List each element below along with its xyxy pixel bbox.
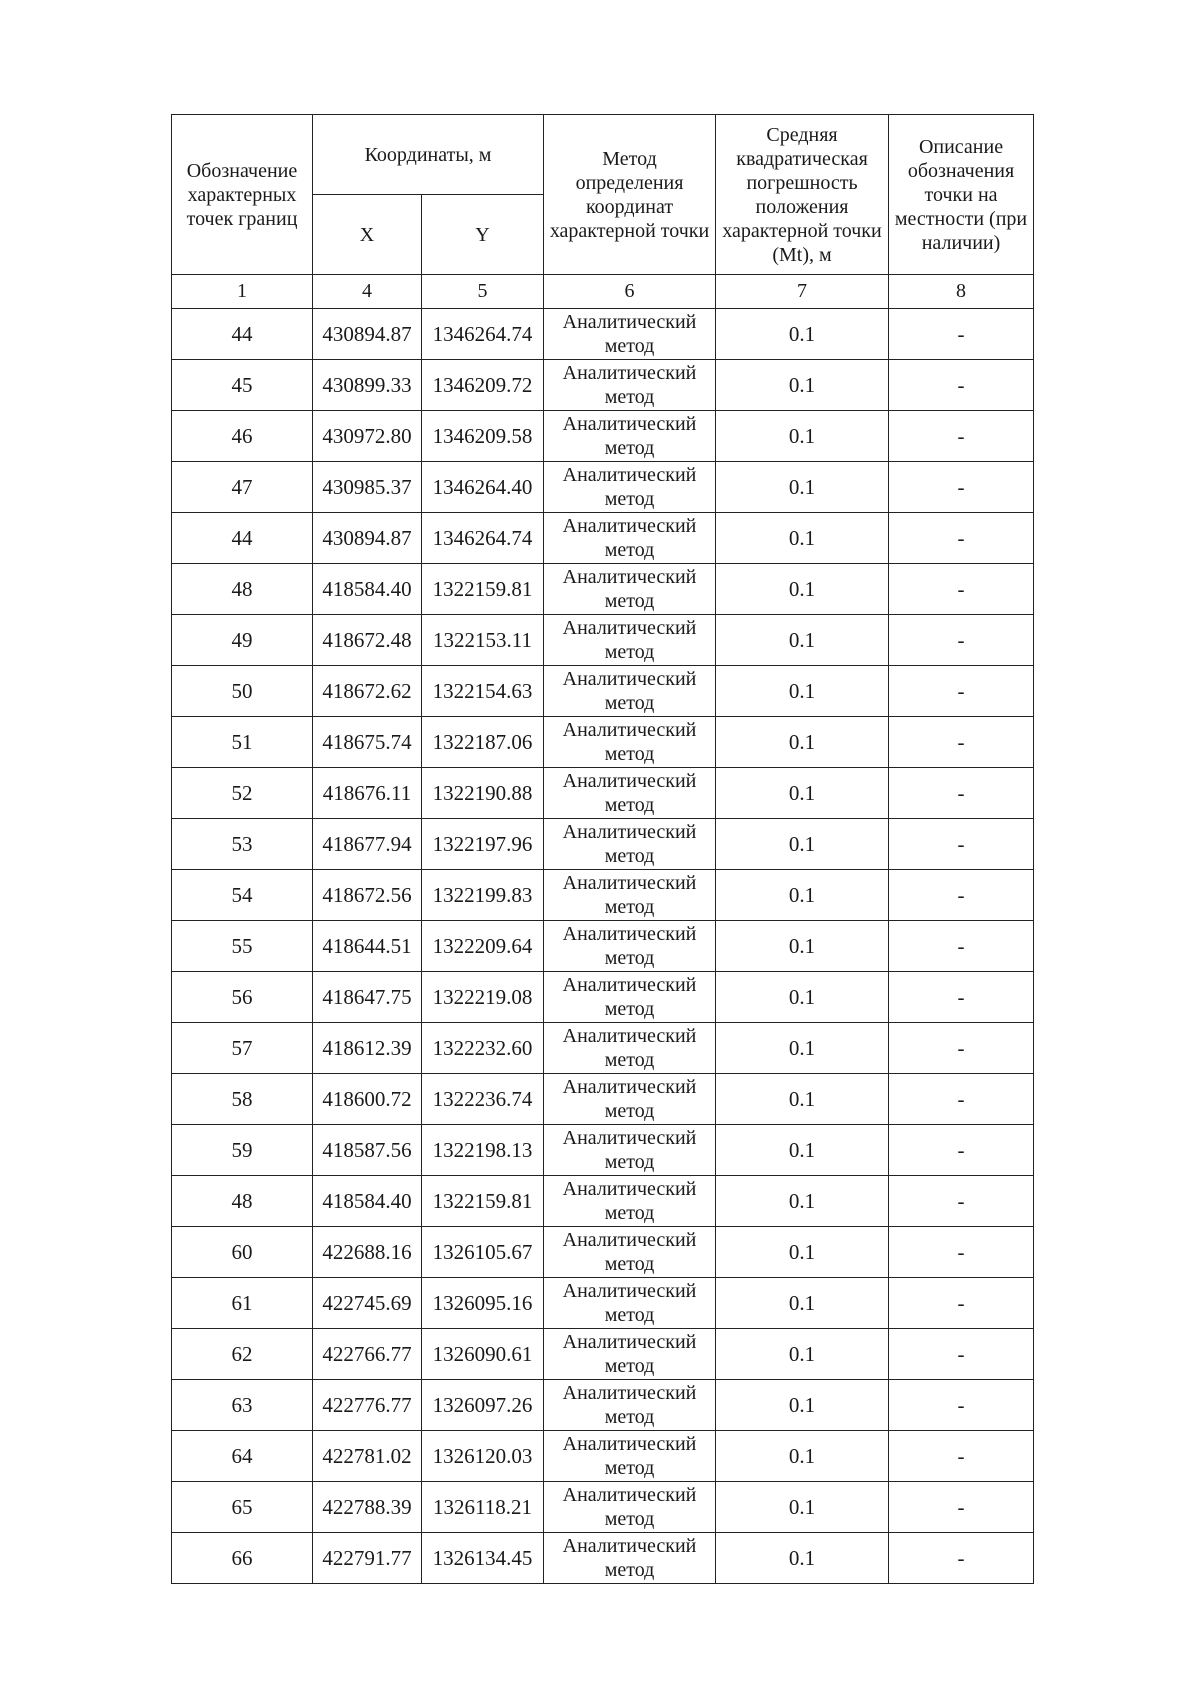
header-accuracy: Средняя квадратическая погрешность положения характерной точки (Мt), м bbox=[716, 115, 889, 275]
table-row bbox=[172, 1125, 1034, 1176]
method-text-line2: метод bbox=[604, 1406, 655, 1428]
method-text-line1: Аналитический bbox=[562, 1076, 697, 1098]
accuracy-cell: 0.1 bbox=[716, 819, 889, 870]
description-cell: - bbox=[889, 666, 1034, 717]
y-cell: 1346264.74 bbox=[422, 309, 544, 360]
point-cell: 57 bbox=[172, 1023, 313, 1074]
method-text-line2: метод bbox=[604, 1457, 655, 1479]
column-number: 6 bbox=[544, 275, 716, 309]
x-cell: 430894.87 bbox=[313, 309, 422, 360]
y-cell: 1322199.83 bbox=[422, 870, 544, 921]
point-cell: 51 bbox=[172, 717, 313, 768]
description-cell: - bbox=[889, 1227, 1034, 1278]
accuracy-cell: 0.1 bbox=[716, 921, 889, 972]
point-cell: 55 bbox=[172, 921, 313, 972]
accuracy-cell: 0.1 bbox=[716, 411, 889, 462]
description-cell: - bbox=[889, 615, 1034, 666]
description-cell: - bbox=[889, 1125, 1034, 1176]
method-text-line2: метод bbox=[604, 692, 655, 714]
x-cell: 418584.40 bbox=[313, 564, 422, 615]
column-numbers-row bbox=[172, 275, 1034, 309]
accuracy-cell: 0.1 bbox=[716, 870, 889, 921]
table-row bbox=[172, 717, 1034, 768]
table-row bbox=[172, 921, 1034, 972]
x-cell: 418672.56 bbox=[313, 870, 422, 921]
x-cell: 422688.16 bbox=[313, 1227, 422, 1278]
x-cell: 430985.37 bbox=[313, 462, 422, 513]
table-row bbox=[172, 768, 1034, 819]
accuracy-cell: 0.1 bbox=[716, 717, 889, 768]
y-cell: 1346209.58 bbox=[422, 411, 544, 462]
description-cell: - bbox=[889, 1278, 1034, 1329]
method-text-line2: метод bbox=[604, 641, 655, 663]
x-cell: 418644.51 bbox=[313, 921, 422, 972]
method-text-line1: Аналитический bbox=[562, 617, 697, 639]
x-cell: 418672.48 bbox=[313, 615, 422, 666]
table-row bbox=[172, 972, 1034, 1023]
x-cell: 418672.62 bbox=[313, 666, 422, 717]
description-cell: - bbox=[889, 1329, 1034, 1380]
accuracy-cell: 0.1 bbox=[716, 1074, 889, 1125]
point-cell: 44 bbox=[172, 513, 313, 564]
method-cell bbox=[544, 1023, 716, 1074]
point-cell: 65 bbox=[172, 1482, 313, 1533]
description-cell: - bbox=[889, 870, 1034, 921]
table-row bbox=[172, 1074, 1034, 1125]
description-cell: - bbox=[889, 1023, 1034, 1074]
method-text-line1: Аналитический bbox=[562, 1382, 697, 1404]
column-number: 4 bbox=[313, 275, 422, 309]
method-cell bbox=[544, 1278, 716, 1329]
y-cell: 1322219.08 bbox=[422, 972, 544, 1023]
y-cell: 1326095.16 bbox=[422, 1278, 544, 1329]
method-text-line1: Аналитический bbox=[562, 719, 697, 741]
point-cell: 56 bbox=[172, 972, 313, 1023]
point-cell: 62 bbox=[172, 1329, 313, 1380]
description-cell: - bbox=[889, 1380, 1034, 1431]
x-cell: 418587.56 bbox=[313, 1125, 422, 1176]
point-cell: 52 bbox=[172, 768, 313, 819]
method-cell bbox=[544, 1431, 716, 1482]
point-cell: 60 bbox=[172, 1227, 313, 1278]
y-cell: 1346209.72 bbox=[422, 360, 544, 411]
y-cell: 1346264.40 bbox=[422, 462, 544, 513]
accuracy-cell: 0.1 bbox=[716, 1176, 889, 1227]
x-cell: 418677.94 bbox=[313, 819, 422, 870]
y-cell: 1322197.96 bbox=[422, 819, 544, 870]
y-cell: 1322209.64 bbox=[422, 921, 544, 972]
header-x: X bbox=[313, 195, 422, 275]
description-cell: - bbox=[889, 462, 1034, 513]
table-row bbox=[172, 1176, 1034, 1227]
description-cell: - bbox=[889, 1431, 1034, 1482]
point-cell: 54 bbox=[172, 870, 313, 921]
description-cell: - bbox=[889, 309, 1034, 360]
method-cell bbox=[544, 309, 716, 360]
x-cell: 430894.87 bbox=[313, 513, 422, 564]
method-text-line2: метод bbox=[604, 896, 655, 918]
description-cell: - bbox=[889, 360, 1034, 411]
description-cell: - bbox=[889, 564, 1034, 615]
method-cell bbox=[544, 462, 716, 513]
method-text-line1: Аналитический bbox=[562, 515, 697, 537]
method-text-line2: метод bbox=[604, 1100, 655, 1122]
accuracy-cell: 0.1 bbox=[716, 1329, 889, 1380]
method-text-line2: метод bbox=[604, 998, 655, 1020]
method-text-line2: метод bbox=[604, 488, 655, 510]
x-cell: 418584.40 bbox=[313, 1176, 422, 1227]
y-cell: 1346264.74 bbox=[422, 513, 544, 564]
method-text-line1: Аналитический bbox=[562, 566, 697, 588]
accuracy-cell: 0.1 bbox=[716, 972, 889, 1023]
accuracy-cell: 0.1 bbox=[716, 1125, 889, 1176]
accuracy-cell: 0.1 bbox=[716, 309, 889, 360]
header-y: Y bbox=[422, 195, 544, 275]
method-text-line1: Аналитический bbox=[562, 770, 697, 792]
method-text-line2: метод bbox=[604, 743, 655, 765]
accuracy-cell: 0.1 bbox=[716, 768, 889, 819]
accuracy-cell: 0.1 bbox=[716, 462, 889, 513]
method-text-line1: Аналитический bbox=[562, 311, 697, 333]
method-text-line1: Аналитический bbox=[562, 1280, 697, 1302]
table-row bbox=[172, 564, 1034, 615]
method-text-line1: Аналитический bbox=[562, 1229, 697, 1251]
method-text-line1: Аналитический bbox=[562, 1433, 697, 1455]
table-row bbox=[172, 1227, 1034, 1278]
description-cell: - bbox=[889, 921, 1034, 972]
accuracy-cell: 0.1 bbox=[716, 513, 889, 564]
description-cell: - bbox=[889, 1074, 1034, 1125]
method-text-line1: Аналитический bbox=[562, 668, 697, 690]
y-cell: 1326120.03 bbox=[422, 1431, 544, 1482]
method-cell bbox=[544, 1074, 716, 1125]
method-cell bbox=[544, 564, 716, 615]
table-row bbox=[172, 411, 1034, 462]
accuracy-cell: 0.1 bbox=[716, 1278, 889, 1329]
point-cell: 58 bbox=[172, 1074, 313, 1125]
accuracy-cell: 0.1 bbox=[716, 1023, 889, 1074]
method-text-line2: метод bbox=[604, 437, 655, 459]
method-text-line2: метод bbox=[604, 1304, 655, 1326]
x-cell: 422745.69 bbox=[313, 1278, 422, 1329]
accuracy-cell: 0.1 bbox=[716, 564, 889, 615]
table-row bbox=[172, 1380, 1034, 1431]
method-text-line1: Аналитический bbox=[562, 1127, 697, 1149]
point-cell: 48 bbox=[172, 564, 313, 615]
method-cell bbox=[544, 1380, 716, 1431]
y-cell: 1322154.63 bbox=[422, 666, 544, 717]
method-cell bbox=[544, 360, 716, 411]
method-cell bbox=[544, 615, 716, 666]
method-text-line2: метод bbox=[604, 590, 655, 612]
point-cell: 45 bbox=[172, 360, 313, 411]
description-cell: - bbox=[889, 1533, 1034, 1584]
point-cell: 53 bbox=[172, 819, 313, 870]
point-cell: 50 bbox=[172, 666, 313, 717]
y-cell: 1322159.81 bbox=[422, 1176, 544, 1227]
method-text-line1: Аналитический bbox=[562, 821, 697, 843]
description-cell: - bbox=[889, 717, 1034, 768]
method-text-line2: метод bbox=[604, 1559, 655, 1581]
table-row bbox=[172, 309, 1034, 360]
point-cell: 46 bbox=[172, 411, 313, 462]
header-point-designation: Обозначение характерных точек границ bbox=[172, 115, 313, 275]
method-text-line2: метод bbox=[604, 794, 655, 816]
method-text-line1: Аналитический bbox=[562, 464, 697, 486]
y-cell: 1326134.45 bbox=[422, 1533, 544, 1584]
x-cell: 418676.11 bbox=[313, 768, 422, 819]
column-number: 1 bbox=[172, 275, 313, 309]
table-row bbox=[172, 1278, 1034, 1329]
description-cell: - bbox=[889, 768, 1034, 819]
table-body bbox=[172, 309, 1034, 1584]
method-text-line1: Аналитический bbox=[562, 1535, 697, 1557]
description-cell: - bbox=[889, 972, 1034, 1023]
table-row bbox=[172, 615, 1034, 666]
method-cell bbox=[544, 513, 716, 564]
method-text-line1: Аналитический bbox=[562, 1178, 697, 1200]
table-row bbox=[172, 1023, 1034, 1074]
description-cell: - bbox=[889, 819, 1034, 870]
method-text-line1: Аналитический bbox=[562, 1025, 697, 1047]
method-text-line1: Аналитический bbox=[562, 1331, 697, 1353]
method-cell bbox=[544, 1482, 716, 1533]
table-row bbox=[172, 1431, 1034, 1482]
method-cell bbox=[544, 1329, 716, 1380]
accuracy-cell: 0.1 bbox=[716, 666, 889, 717]
method-cell bbox=[544, 1227, 716, 1278]
method-cell bbox=[544, 1533, 716, 1584]
y-cell: 1326118.21 bbox=[422, 1482, 544, 1533]
method-cell bbox=[544, 666, 716, 717]
table-row bbox=[172, 819, 1034, 870]
accuracy-cell: 0.1 bbox=[716, 1431, 889, 1482]
method-cell bbox=[544, 411, 716, 462]
method-text-line1: Аналитический bbox=[562, 362, 697, 384]
method-text-line1: Аналитический bbox=[562, 923, 697, 945]
method-text-line1: Аналитический bbox=[562, 974, 697, 996]
method-text-line2: метод bbox=[604, 1151, 655, 1173]
method-cell bbox=[544, 921, 716, 972]
description-cell: - bbox=[889, 411, 1034, 462]
y-cell: 1322190.88 bbox=[422, 768, 544, 819]
method-text-line2: метод bbox=[604, 386, 655, 408]
accuracy-cell: 0.1 bbox=[716, 1380, 889, 1431]
table-row bbox=[172, 870, 1034, 921]
y-cell: 1322236.74 bbox=[422, 1074, 544, 1125]
point-cell: 59 bbox=[172, 1125, 313, 1176]
y-cell: 1322187.06 bbox=[422, 717, 544, 768]
table-row bbox=[172, 462, 1034, 513]
description-cell: - bbox=[889, 1482, 1034, 1533]
point-cell: 48 bbox=[172, 1176, 313, 1227]
point-cell: 61 bbox=[172, 1278, 313, 1329]
y-cell: 1326097.26 bbox=[422, 1380, 544, 1431]
method-cell bbox=[544, 1176, 716, 1227]
method-cell bbox=[544, 768, 716, 819]
method-text-line2: метод bbox=[604, 1049, 655, 1071]
header-method: Метод определения координат характерной точки bbox=[544, 115, 716, 275]
x-cell: 418647.75 bbox=[313, 972, 422, 1023]
y-cell: 1322159.81 bbox=[422, 564, 544, 615]
description-cell: - bbox=[889, 513, 1034, 564]
point-cell: 66 bbox=[172, 1533, 313, 1584]
x-cell: 418600.72 bbox=[313, 1074, 422, 1125]
header-coordinates: Координаты, м bbox=[313, 115, 544, 195]
point-cell: 49 bbox=[172, 615, 313, 666]
accuracy-cell: 0.1 bbox=[716, 615, 889, 666]
x-cell: 418612.39 bbox=[313, 1023, 422, 1074]
method-text-line1: Аналитический bbox=[562, 1484, 697, 1506]
x-cell: 430972.80 bbox=[313, 411, 422, 462]
x-cell: 422781.02 bbox=[313, 1431, 422, 1482]
method-text-line2: метод bbox=[604, 1355, 655, 1377]
description-cell: - bbox=[889, 1176, 1034, 1227]
x-cell: 422791.77 bbox=[313, 1533, 422, 1584]
method-cell bbox=[544, 870, 716, 921]
method-text-line1: Аналитический bbox=[562, 872, 697, 894]
method-text-line2: метод bbox=[604, 539, 655, 561]
point-cell: 63 bbox=[172, 1380, 313, 1431]
accuracy-cell: 0.1 bbox=[716, 1482, 889, 1533]
method-text-line2: метод bbox=[604, 845, 655, 867]
column-number: 8 bbox=[889, 275, 1034, 309]
column-number: 7 bbox=[716, 275, 889, 309]
method-cell bbox=[544, 717, 716, 768]
column-number: 5 bbox=[422, 275, 544, 309]
y-cell: 1322198.13 bbox=[422, 1125, 544, 1176]
method-text-line2: метод bbox=[604, 335, 655, 357]
x-cell: 422776.77 bbox=[313, 1380, 422, 1431]
y-cell: 1322153.11 bbox=[422, 615, 544, 666]
table-row bbox=[172, 666, 1034, 717]
table-row bbox=[172, 1482, 1034, 1533]
method-text-line2: метод bbox=[604, 1253, 655, 1275]
method-cell bbox=[544, 972, 716, 1023]
point-cell: 47 bbox=[172, 462, 313, 513]
header-description: Описание обозначения точки на местности (при наличии) bbox=[889, 115, 1034, 275]
method-text-line2: метод bbox=[604, 1508, 655, 1530]
accuracy-cell: 0.1 bbox=[716, 1227, 889, 1278]
accuracy-cell: 0.1 bbox=[716, 360, 889, 411]
x-cell: 418675.74 bbox=[313, 717, 422, 768]
table-row bbox=[172, 1533, 1034, 1584]
y-cell: 1322232.60 bbox=[422, 1023, 544, 1074]
point-cell: 44 bbox=[172, 309, 313, 360]
table-row bbox=[172, 513, 1034, 564]
table-row bbox=[172, 360, 1034, 411]
method-text-line2: метод bbox=[604, 1202, 655, 1224]
method-cell bbox=[544, 1125, 716, 1176]
accuracy-cell: 0.1 bbox=[716, 1533, 889, 1584]
x-cell: 430899.33 bbox=[313, 360, 422, 411]
boundary-points-table bbox=[171, 114, 1034, 1584]
table-row bbox=[172, 1329, 1034, 1380]
point-cell: 64 bbox=[172, 1431, 313, 1482]
method-cell bbox=[544, 819, 716, 870]
method-text-line1: Аналитический bbox=[562, 413, 697, 435]
x-cell: 422788.39 bbox=[313, 1482, 422, 1533]
y-cell: 1326090.61 bbox=[422, 1329, 544, 1380]
y-cell: 1326105.67 bbox=[422, 1227, 544, 1278]
x-cell: 422766.77 bbox=[313, 1329, 422, 1380]
method-text-line2: метод bbox=[604, 947, 655, 969]
